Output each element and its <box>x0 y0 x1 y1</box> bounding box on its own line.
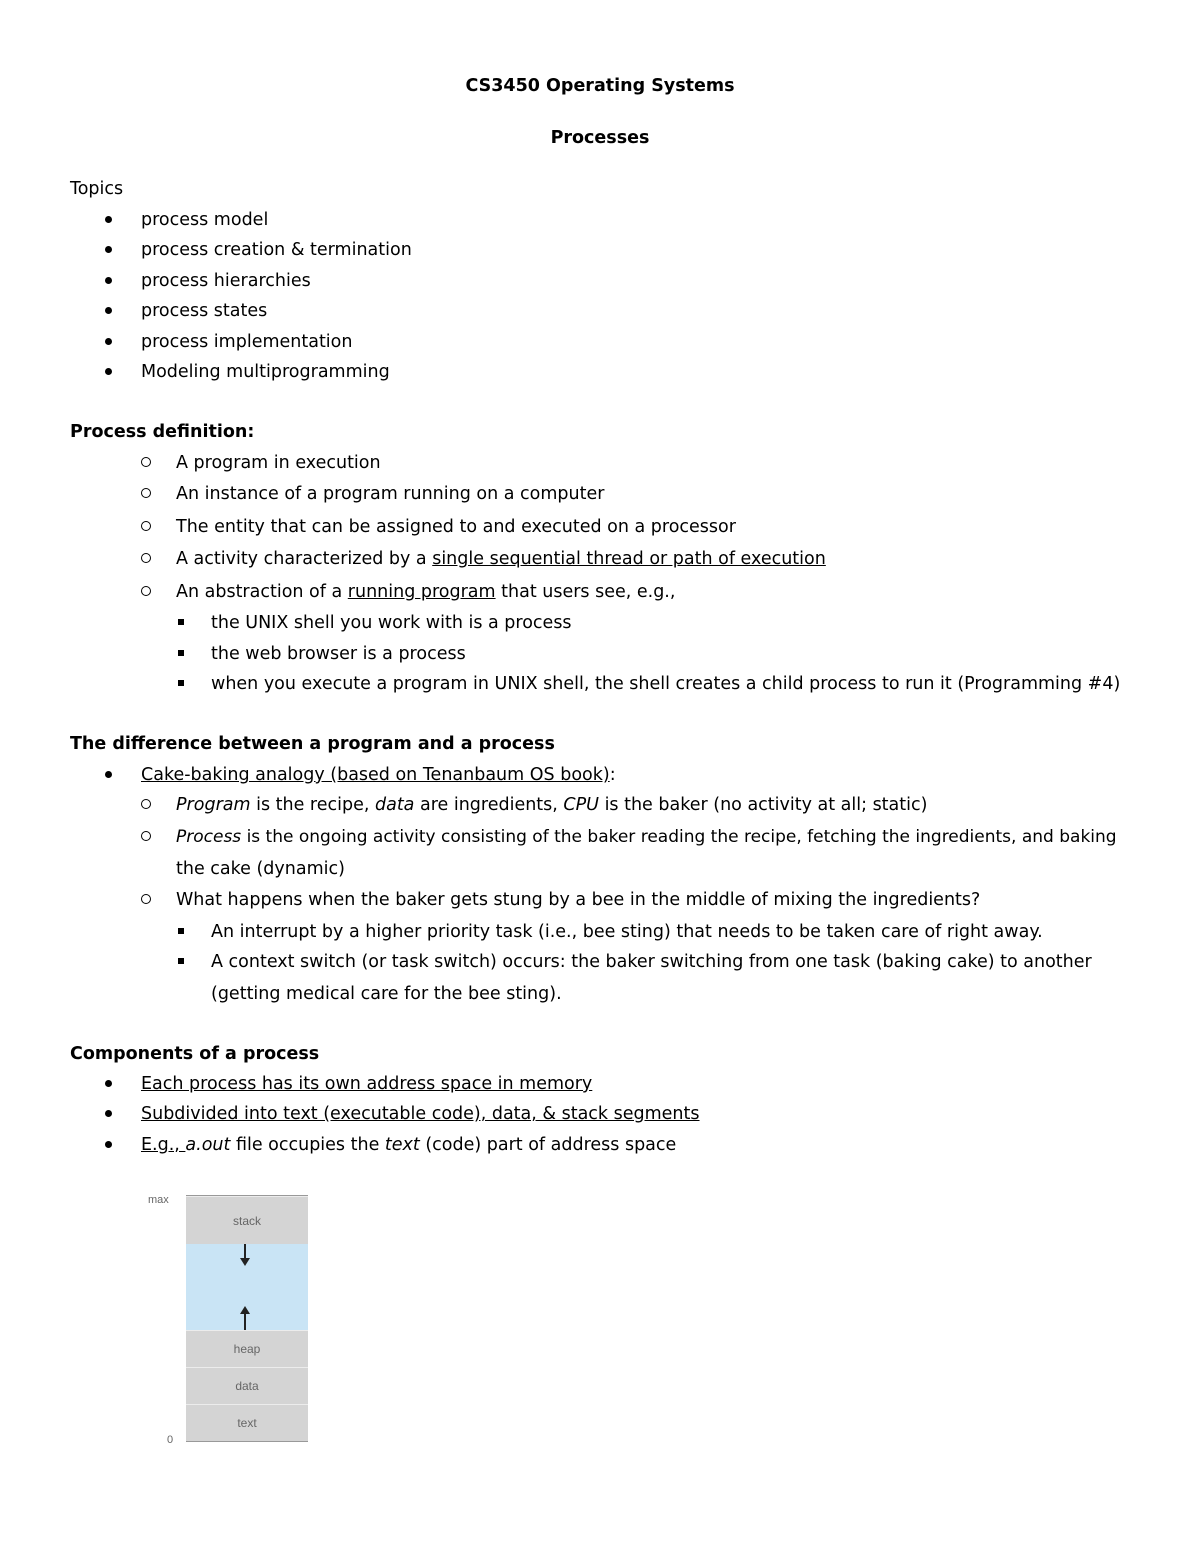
list-item-continuation: (getting medical care for the bee sting). <box>211 984 562 1004</box>
address-space-diagram <box>140 1188 340 1458</box>
list-item: An instance of a program running on a computer <box>176 484 605 504</box>
bullet-icon <box>105 1110 112 1117</box>
list-item <box>141 1134 676 1156</box>
list-item: The entity that can be assigned to and executed on a processor <box>176 517 736 537</box>
bullet-icon <box>105 277 112 284</box>
item-text: (code) part of address space <box>419 1135 677 1155</box>
square-bullet-icon <box>178 958 184 964</box>
document-subtitle: Processes <box>550 128 650 148</box>
bullet-icon <box>105 307 112 314</box>
list-item <box>141 764 616 786</box>
italic-term: data <box>374 795 415 815</box>
data-segment: data <box>186 1367 308 1404</box>
list-item: What happens when the baker gets stung by a bee in the middle of mixing the ingredients? <box>176 890 981 910</box>
components-heading: Components of a process <box>70 1044 320 1064</box>
italic-term: Process <box>176 827 242 847</box>
list-item <box>176 826 1117 848</box>
item-text: is the baker (no activity at all; static) <box>599 795 928 815</box>
circle-bullet-icon <box>141 831 151 841</box>
bullet-icon <box>105 216 112 223</box>
circle-bullet-icon <box>141 488 151 498</box>
list-item: A program in execution <box>176 453 381 473</box>
list-item <box>176 548 826 570</box>
list-item: process implementation <box>141 332 353 352</box>
topics-heading: Topics <box>70 179 124 199</box>
list-item: Modeling multiprogramming <box>141 362 390 382</box>
square-bullet-icon <box>178 928 184 934</box>
list-item: An interrupt by a higher priority task (i.e., bee sting) that needs to be taken care of right away. <box>211 922 1043 942</box>
definition-heading: Process definition: <box>70 422 255 442</box>
item-text: file occupies the <box>230 1135 385 1155</box>
list-item <box>176 794 927 816</box>
circle-bullet-icon <box>141 894 151 904</box>
list-item: the UNIX shell you work with is a process <box>211 613 572 633</box>
underlined-phrase: running program <box>347 582 496 602</box>
difference-heading: The difference between a program and a process <box>70 734 555 754</box>
italic-term: text <box>384 1135 420 1155</box>
list-item: the web browser is a process <box>211 644 466 664</box>
item-text: : <box>609 765 616 785</box>
circle-bullet-icon <box>141 799 151 809</box>
item-text: is the ongoing activity consisting of the baker reading the recipe, fetching the ingredients, and baking <box>241 827 1117 847</box>
italic-term: CPU <box>563 795 599 815</box>
list-item: Each process has its own address space in memory <box>141 1074 593 1094</box>
down-arrowhead-icon <box>240 1258 250 1266</box>
square-bullet-icon <box>178 680 184 686</box>
italic-term: Program <box>176 795 251 815</box>
bullet-icon <box>105 338 112 345</box>
circle-bullet-icon <box>141 586 151 596</box>
list-item: process states <box>141 301 268 321</box>
list-item: process model <box>141 210 269 230</box>
square-bullet-icon <box>178 650 184 656</box>
bullet-icon <box>105 1141 112 1148</box>
item-text: An abstraction of a <box>176 582 348 602</box>
max-label: max <box>148 1194 169 1206</box>
italic-term: a.out <box>185 1135 231 1155</box>
heap-growth-arrow-icon <box>244 1312 246 1330</box>
item-text: is the recipe, <box>250 795 375 815</box>
circle-bullet-icon <box>141 553 151 563</box>
square-bullet-icon <box>178 619 184 625</box>
list-item: process creation & termination <box>141 240 412 260</box>
bottom-boundary-line <box>186 1441 308 1442</box>
bullet-icon <box>105 771 112 778</box>
list-item-continuation: the cake (dynamic) <box>176 859 345 879</box>
free-space-region <box>186 1244 308 1330</box>
list-item <box>176 581 675 603</box>
circle-bullet-icon <box>141 521 151 531</box>
zero-label: 0 <box>167 1434 174 1446</box>
item-text: are ingredients, <box>414 795 564 815</box>
list-item: A context switch (or task switch) occurs: the baker switching from one task (baking cake) to another <box>211 952 1092 972</box>
list-item: Subdivided into text (executable code), data, & stack segments <box>141 1104 700 1124</box>
document-title: CS3450 Operating Systems <box>465 76 735 96</box>
circle-bullet-icon <box>141 457 151 467</box>
item-text: E.g., <box>141 1135 186 1155</box>
bullet-icon <box>105 1080 112 1087</box>
text-segment: text <box>186 1404 308 1441</box>
list-item: when you execute a program in UNIX shell, the shell creates a child process to run it (Programming #4) <box>211 674 1121 694</box>
item-text: A activity characterized by a <box>176 549 433 569</box>
bullet-icon <box>105 246 112 253</box>
list-item: process hierarchies <box>141 271 311 291</box>
heap-segment: heap <box>186 1330 308 1367</box>
item-text: that users see, e.g., <box>495 582 676 602</box>
stack-segment: stack <box>186 1196 308 1244</box>
underlined-phrase: single sequential thread or path of execution <box>432 549 826 569</box>
bullet-icon <box>105 368 112 375</box>
underlined-phrase: Cake-baking analogy (based on Tenanbaum OS book) <box>141 765 610 785</box>
